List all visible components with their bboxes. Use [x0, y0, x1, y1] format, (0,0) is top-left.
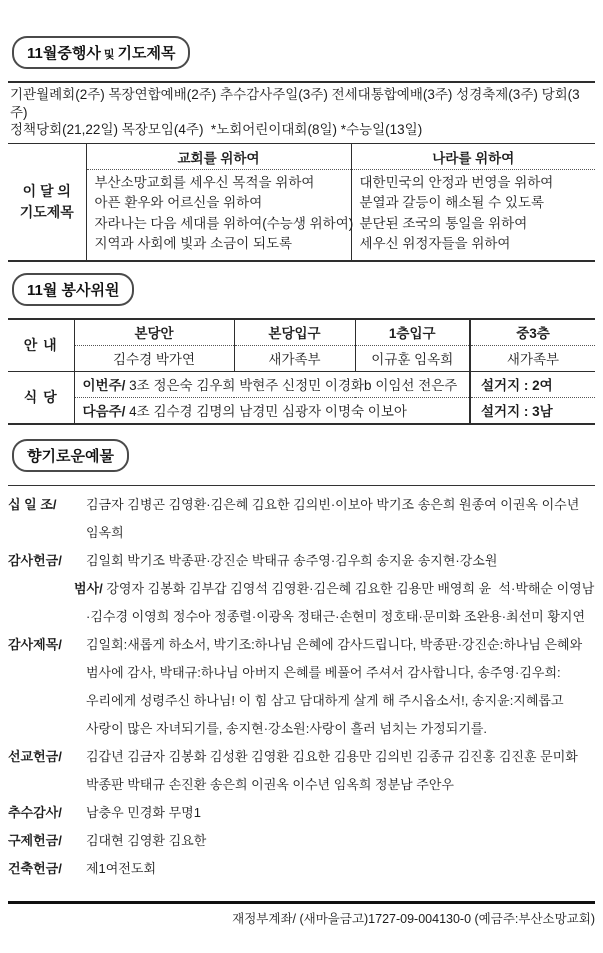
dining-week2-members: [74, 397, 470, 424]
offering-row-building: [8, 855, 595, 883]
offering-names: 김금자 김병곤 김영환·김은혜 김요한 김의빈·이보아 박기조 송은희 원종여 이권옥 이수년 임옥희: [86, 496, 580, 540]
prayer-row-label: [8, 144, 86, 261]
prayer-row-label-line2: 기도제목: [19, 203, 74, 220]
guide-val-sanctuary-entrance: 새가족부: [234, 345, 355, 371]
offering-names: 김대현 김영환 김요한: [86, 832, 207, 848]
offering-label: 건축헌금/: [8, 860, 62, 876]
guide-val-middle-third-floor: 새가족부: [470, 345, 595, 371]
guide-col-middle-third-floor: 중3층: [470, 319, 595, 346]
guide-col-sanctuary-entrance: 본당입구: [234, 319, 355, 346]
prayer-church-item: 자라나는 다음 세대를 위하여(수능생 위하여): [94, 215, 354, 231]
offering-label: 추수감사/: [8, 804, 62, 820]
events-line-2: 정책당회(21,22일) 목장모임(4주) *노회어린이대회(8일) *수능일(13일): [10, 122, 423, 137]
offering-row-thanksgiving: [8, 547, 595, 575]
prayer-nation-item: 분단된 조국의 통일을 위하여: [359, 215, 528, 231]
dining-row-label: 식 당: [8, 371, 74, 424]
guide-col-first-floor: 1층입구: [355, 319, 470, 346]
offering-label: 십 일 조/: [8, 496, 57, 512]
section-title-offerings: 향기로운예물: [12, 439, 129, 472]
offering-label: 감사제목/: [8, 636, 62, 652]
guide-header-row: [8, 319, 595, 346]
finance-account-number: 재정부계좌/ (새마을금고)1727-09-004130-0 (예금주:부산소망교회): [232, 912, 595, 926]
offering-row-relief: [8, 827, 595, 855]
prayer-nation-item: 세우신 위정자들을 위하여: [359, 236, 511, 251]
guide-val-sanctuary: 김수경 박가연: [113, 351, 195, 367]
prayer-body-row: [8, 169, 595, 261]
offering-label: 감사헌금/: [8, 552, 62, 568]
dining-week1-names: 3조 정은숙 김우희 박현주 신정민 이경화b 이임선 전은주: [129, 377, 458, 393]
offering-label: 구제헌금/: [8, 832, 62, 848]
guide-values-row: [8, 345, 595, 371]
dining-week2-names: 4조 김수경 김명의 남경민 심광자 이명숙 이보아: [129, 403, 407, 419]
offering-names: 남충우 민경화 무명1: [86, 804, 201, 820]
section-title-service-committee: 11월 봉사위원: [12, 273, 134, 306]
offering-names: 김일회 박기조 박종판·강진순 박태규 송주영·김우희 송지윤 송지현·강소원: [86, 552, 498, 568]
prayer-church-items: [86, 169, 354, 261]
offering-label: 선교헌금/: [8, 748, 62, 764]
guide-col-sanctuary: 본당안: [74, 319, 234, 346]
prayer-nation-header: 나라를 위하여: [351, 144, 595, 170]
prayer-header-row: [8, 144, 595, 170]
offering-row-tithe: [8, 491, 595, 547]
prayer-church-item: 부산소망교회를 세우신 목적을 위하여: [94, 174, 315, 190]
service-committee-table: [8, 318, 595, 425]
title-part-events: 11월중행사: [27, 45, 101, 62]
dining-week2-label: 다음주/: [82, 403, 126, 419]
offering-names: 김갑년 김금자 김봉화 김성환 김영환 김요한 김용만 김의빈 김종규 김진홍 김진훈 문미화 박종판 박태규 손진환 송은희 이권옥 이수년 임옥희 정분남 주안우: [86, 748, 578, 792]
title-part-and: 및: [103, 49, 115, 61]
offering-sub-names: 강영자 김봉화 김부갑 김영석 김영환·김은혜 김요한 김용만 배영희 윤 석·박해순 이영남·김수경 이영희 정수아 정종렬·이광옥 정태근·손현미 정호태·문미화 조완용·최선미 황지연: [86, 580, 595, 624]
events-summary: [8, 81, 595, 144]
offering-row-all-things: [8, 575, 595, 631]
prayer-church-item: 지역과 사회에 빛과 소금이 되도록: [94, 236, 293, 251]
prayer-row-label-line1: 이 달 의: [22, 182, 71, 199]
offering-row-mission: [8, 743, 595, 799]
offering-names: [74, 575, 595, 631]
dining-week1-members: [74, 371, 470, 397]
prayer-church-item: 아픈 환우와 어르신을 위하여: [94, 195, 263, 210]
guide-row-label: 안 내: [8, 319, 74, 372]
offering-row-harvest: [8, 799, 595, 827]
dining-week1-label: 이번주/: [82, 377, 126, 393]
offering-names: 제1여전도회: [86, 860, 157, 876]
section-title-monthly-events: [12, 36, 190, 69]
title-part-prayer: 기도제목: [117, 45, 176, 62]
events-line-1: 기관월례회(2주) 목장연합예배(2주) 추수감사주일(3주) 전세대통합예배(3주) 성경축제(3주) 당회(3주): [10, 87, 580, 120]
prayer-nation-items: [351, 169, 595, 261]
dining-week2-dish: 설거지 : 3남: [470, 397, 595, 424]
prayer-church-header: 교회를 위하여: [86, 144, 351, 170]
offerings-list: [8, 485, 595, 883]
guide-val-first-floor: 이규훈 임옥희: [355, 345, 470, 371]
prayer-nation-item: 대한민국의 안정과 번영을 위하여: [359, 174, 554, 190]
prayer-nation-item: 분열과 갈등이 해소될 수 있도록: [359, 195, 545, 210]
offering-row-thanks-titles: [8, 631, 595, 743]
prayer-topics-table: [8, 144, 595, 262]
footer-account-line: [8, 901, 595, 927]
offering-names: 김일회:새롭게 하소서, 박기조:하나님 은혜에 감사드립니다, 박종판·강진순:하나님 은혜와 범사에 감사, 박태규:하나님 아버지 은혜를 베풀어 주셔서 감사합니다, 송주영·김우희:우리에게 성령주신 하나님! 이 힘 삼고 담대하게 살게 해 주시옵소서!, 송지윤:지혜롭고 사랑이 많은 자녀되기를, 송지현·강소원:사랑이 흘러 넘치는 가정되기를.: [86, 636, 583, 736]
dining-week1-row: [8, 371, 595, 397]
dining-week1-dish: 설거지 : 2여: [470, 371, 595, 397]
offering-sublabel: 범사/: [74, 580, 103, 596]
dining-week2-row: [8, 397, 595, 424]
